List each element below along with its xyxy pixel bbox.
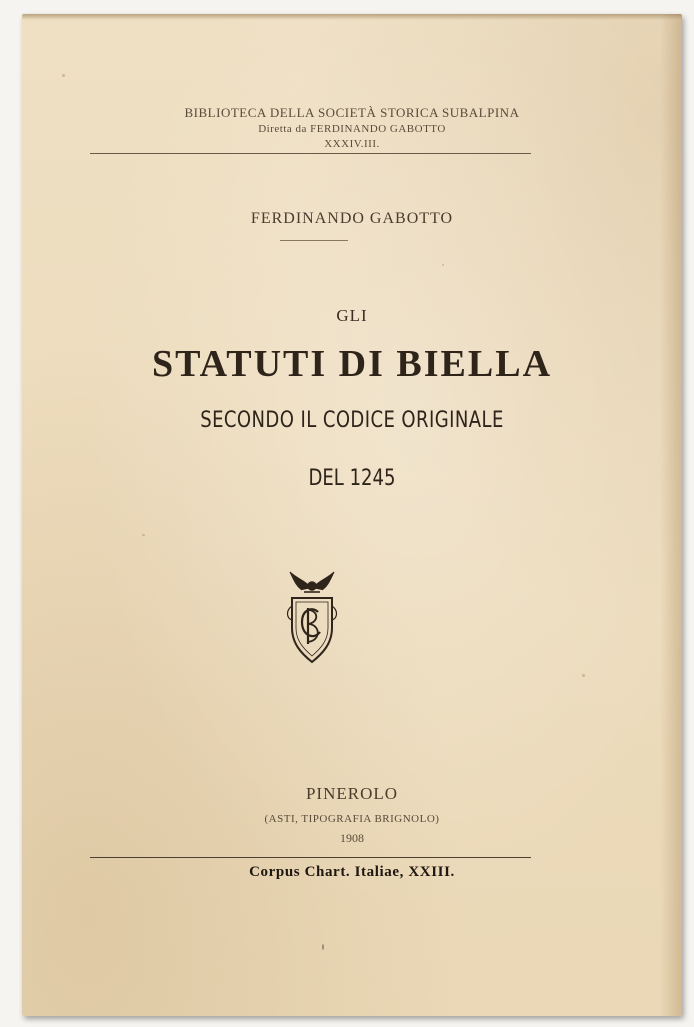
paper-speck: [442, 264, 444, 266]
imprint-year: 1908: [340, 831, 364, 845]
author-name: FERDINANDO GABOTTO: [250, 210, 454, 227]
paper-speck: [142, 534, 145, 536]
paper-speck: [582, 674, 585, 677]
author-divider: [280, 240, 348, 241]
imprint-printer: (ASTI, TIPOGRAFIA BRIGNOLO): [264, 813, 440, 825]
paper-speck: [62, 74, 65, 77]
bottom-divider: [90, 857, 531, 858]
series-name: BIBLIOTECA DELLA SOCIETÀ STORICA SUBALPINA: [184, 105, 520, 120]
series-director: Diretta da FERDINANDO GABOTTO: [258, 123, 446, 135]
title-prefix: GLI: [336, 306, 368, 325]
imprint-place: PINEROLO: [305, 784, 399, 803]
series-volume: XXXIV.III.: [324, 138, 380, 150]
paper-speck: [322, 944, 324, 950]
book-cover: [22, 14, 682, 1016]
subtitle: SECONDO IL CODICE ORIGINALE: [200, 408, 504, 433]
collection-label: Corpus Chart. Italiae, XXIII.: [249, 864, 455, 880]
top-divider: [90, 153, 531, 154]
main-title: STATUTI DI BIELLA: [151, 343, 553, 385]
title-year: DEL 1245: [308, 466, 396, 491]
cover-top-edge: [22, 14, 682, 20]
publisher-monogram-emblem-icon: [284, 566, 340, 670]
